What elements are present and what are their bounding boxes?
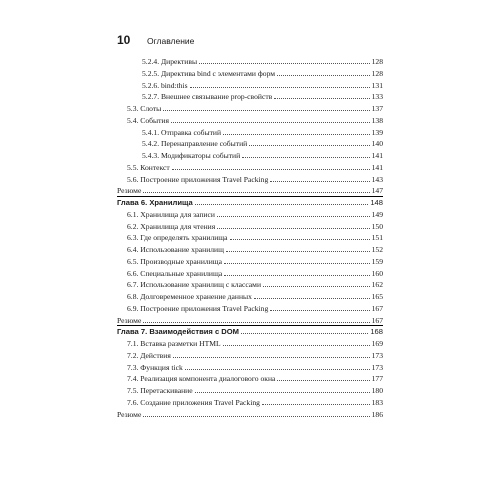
toc-entry-page: 131: [371, 80, 383, 90]
toc-entry-page: 148: [370, 198, 383, 207]
toc-entry-title: 5.2.5. Директива bind с элементами форм: [142, 68, 276, 78]
toc-entry-page: 137: [371, 104, 383, 113]
toc-entry-title: Глава 7. Взаимодействия с DOM: [117, 327, 240, 337]
toc-chapter-entry: [117, 197, 383, 207]
toc-entry-title: 7.3. Функция tick: [127, 362, 183, 372]
toc-entry-title: 5.3. Слоты: [127, 104, 162, 113]
toc-entry-page: 169: [371, 339, 383, 348]
toc-entry: [127, 209, 383, 219]
dot-leader: [262, 403, 370, 405]
dot-leader: [254, 297, 370, 299]
toc-entry-page: 173: [371, 362, 383, 372]
toc-entry-page: 133: [371, 92, 383, 102]
dot-leader: [223, 344, 370, 346]
toc-entry: [127, 350, 383, 360]
toc-entry: [117, 185, 383, 195]
toc-entry-title: 5.2.4. Директивы: [142, 57, 198, 66]
toc-entry-page: 160: [371, 268, 383, 278]
chapter-divider-rule: [117, 325, 383, 326]
toc-entry: [127, 338, 383, 348]
dot-leader: [226, 250, 370, 252]
toc-entry-page: 139: [371, 127, 383, 137]
dot-leader: [143, 191, 369, 193]
toc-entry-title: 5.4.2. Перенаправление событий: [142, 139, 248, 149]
dot-leader: [171, 121, 370, 123]
toc-entry-title: 7.4. Реализация компонента диалогового окна: [127, 374, 276, 384]
toc-entry-title: Резюме: [117, 409, 142, 419]
toc-entry-title: Резюме: [117, 186, 142, 196]
dot-leader: [217, 227, 369, 229]
toc-chapter-entry: [117, 326, 383, 336]
section-title: Оглавление: [147, 36, 195, 46]
toc-entry-page: 149: [371, 209, 383, 219]
toc-entry-page: 159: [371, 256, 383, 266]
dot-leader: [195, 391, 370, 393]
toc-entry: [142, 150, 383, 160]
dot-leader: [242, 156, 369, 158]
dot-leader: [199, 62, 370, 64]
toc-entry-title: 6.2. Хранилища для чтения: [127, 221, 216, 231]
toc-entry: [127, 373, 383, 383]
toc-entry-title: 6.7. Использование хранилищ с классами: [127, 280, 262, 290]
dot-leader: [185, 368, 370, 370]
toc-entry-page: 177: [371, 374, 383, 384]
toc-entry-page: 141: [371, 162, 383, 172]
dot-leader: [223, 133, 370, 135]
toc-entry-title: 6.4. Использование хранилищ: [127, 245, 224, 254]
toc-entry-page: 173: [371, 350, 383, 360]
running-head: [117, 33, 194, 45]
toc-entry: [127, 397, 383, 407]
toc-entry-title: 6.1. Хранилища для записи: [127, 209, 215, 219]
dot-leader: [241, 332, 368, 334]
dot-leader: [277, 74, 370, 76]
toc-entry: [127, 268, 383, 278]
toc-entry-page: 150: [371, 221, 383, 231]
toc-entry: [142, 80, 383, 90]
dot-leader: [143, 415, 369, 417]
toc-entry-page: 140: [371, 139, 383, 149]
toc-entry: [142, 138, 383, 148]
toc-entry: [117, 315, 383, 325]
dot-leader: [277, 379, 369, 381]
toc-entry-title: 6.5. Производные хранилища: [127, 256, 223, 266]
toc-entry: [127, 362, 383, 372]
toc-entry: [142, 91, 383, 101]
dot-leader: [224, 274, 369, 276]
dot-leader: [173, 356, 370, 358]
toc-entry-page: 143: [371, 174, 383, 184]
dot-leader: [195, 203, 369, 205]
toc-entry-title: 6.8. Долговременное хранение данных: [127, 292, 252, 301]
toc-entry-page: 167: [371, 315, 383, 325]
dot-leader: [270, 180, 369, 182]
dot-leader: [274, 97, 369, 99]
toc-entry-title: 5.6. Построение приложения Travel Packing: [127, 174, 269, 184]
toc-entry-title: 5.2.7. Внешнее связывание prop-свойств: [142, 92, 273, 102]
toc-entry: [142, 127, 383, 137]
toc-entry-title: 7.6. Создание приложения Travel Packing: [127, 397, 260, 407]
dot-leader: [270, 309, 369, 311]
toc-entry-page: 141: [371, 151, 383, 160]
dot-leader: [163, 109, 369, 111]
toc-entry: [127, 291, 383, 301]
toc-entry: [127, 385, 383, 395]
toc-entry-title: Глава 6. Хранилища: [117, 198, 193, 207]
toc-entry-page: 147: [371, 186, 383, 196]
chapter-divider-rule: [117, 196, 383, 197]
toc-entry: [127, 244, 383, 254]
toc-entry: [127, 162, 383, 172]
dot-leader: [190, 86, 370, 88]
dot-leader: [217, 215, 370, 217]
toc-entry-page: 165: [371, 292, 383, 301]
toc-entry-page: 186: [371, 409, 383, 419]
toc-entry-title: Резюме: [117, 315, 142, 325]
toc-entry-title: 5.4.3. Модификаторы событий: [142, 151, 241, 160]
dot-leader: [143, 321, 369, 323]
toc-entry-page: 152: [371, 245, 383, 254]
toc-entry: [127, 174, 383, 184]
toc-entry-page: 151: [371, 233, 383, 243]
toc-entry-page: 128: [371, 68, 383, 78]
toc-entry-page: 168: [370, 327, 383, 337]
toc-entry-title: 5.2.6. bind:this: [142, 80, 188, 90]
dot-leader: [172, 168, 370, 170]
toc-entry-title: 7.2. Действия: [127, 350, 171, 360]
toc-entry: [142, 56, 383, 66]
toc-entry-page: 183: [371, 397, 383, 407]
toc-entry-title: 7.5. Перетаскивание: [127, 386, 193, 395]
toc-entry-title: 5.4.1. Отправка событий: [142, 127, 222, 137]
toc-entry-title: 7.1. Вставка разметки HTML: [127, 339, 221, 348]
toc-entry-page: 138: [371, 115, 383, 125]
toc-entry-title: 6.9. Построение приложения Travel Packing: [127, 303, 269, 313]
toc-entry: [127, 256, 383, 266]
toc-entry-title: 5.4. События: [127, 115, 169, 125]
toc-entry-page: 180: [371, 386, 383, 395]
toc-entry: [127, 232, 383, 242]
toc-entry: [117, 409, 383, 419]
toc-entry: [127, 103, 383, 113]
toc-entry-page: 167: [371, 303, 383, 313]
page-number: 10: [117, 33, 131, 47]
dot-leader: [224, 262, 370, 264]
toc-entry-page: 162: [371, 280, 383, 290]
dot-leader: [249, 144, 369, 146]
toc-entry: [127, 221, 383, 231]
toc-entry: [127, 279, 383, 289]
dot-leader: [263, 285, 370, 287]
toc-entry: [127, 115, 383, 125]
toc-entry-title: 6.3. Где определять хранилища: [127, 233, 228, 243]
dot-leader: [230, 238, 370, 240]
toc-entry-title: 5.5. Контекст: [127, 162, 170, 172]
toc-entry: [142, 68, 383, 78]
toc-entry: [127, 303, 383, 313]
toc-entry-page: 128: [371, 57, 383, 66]
toc-entry-title: 6.6. Специальные хранилища: [127, 268, 223, 278]
